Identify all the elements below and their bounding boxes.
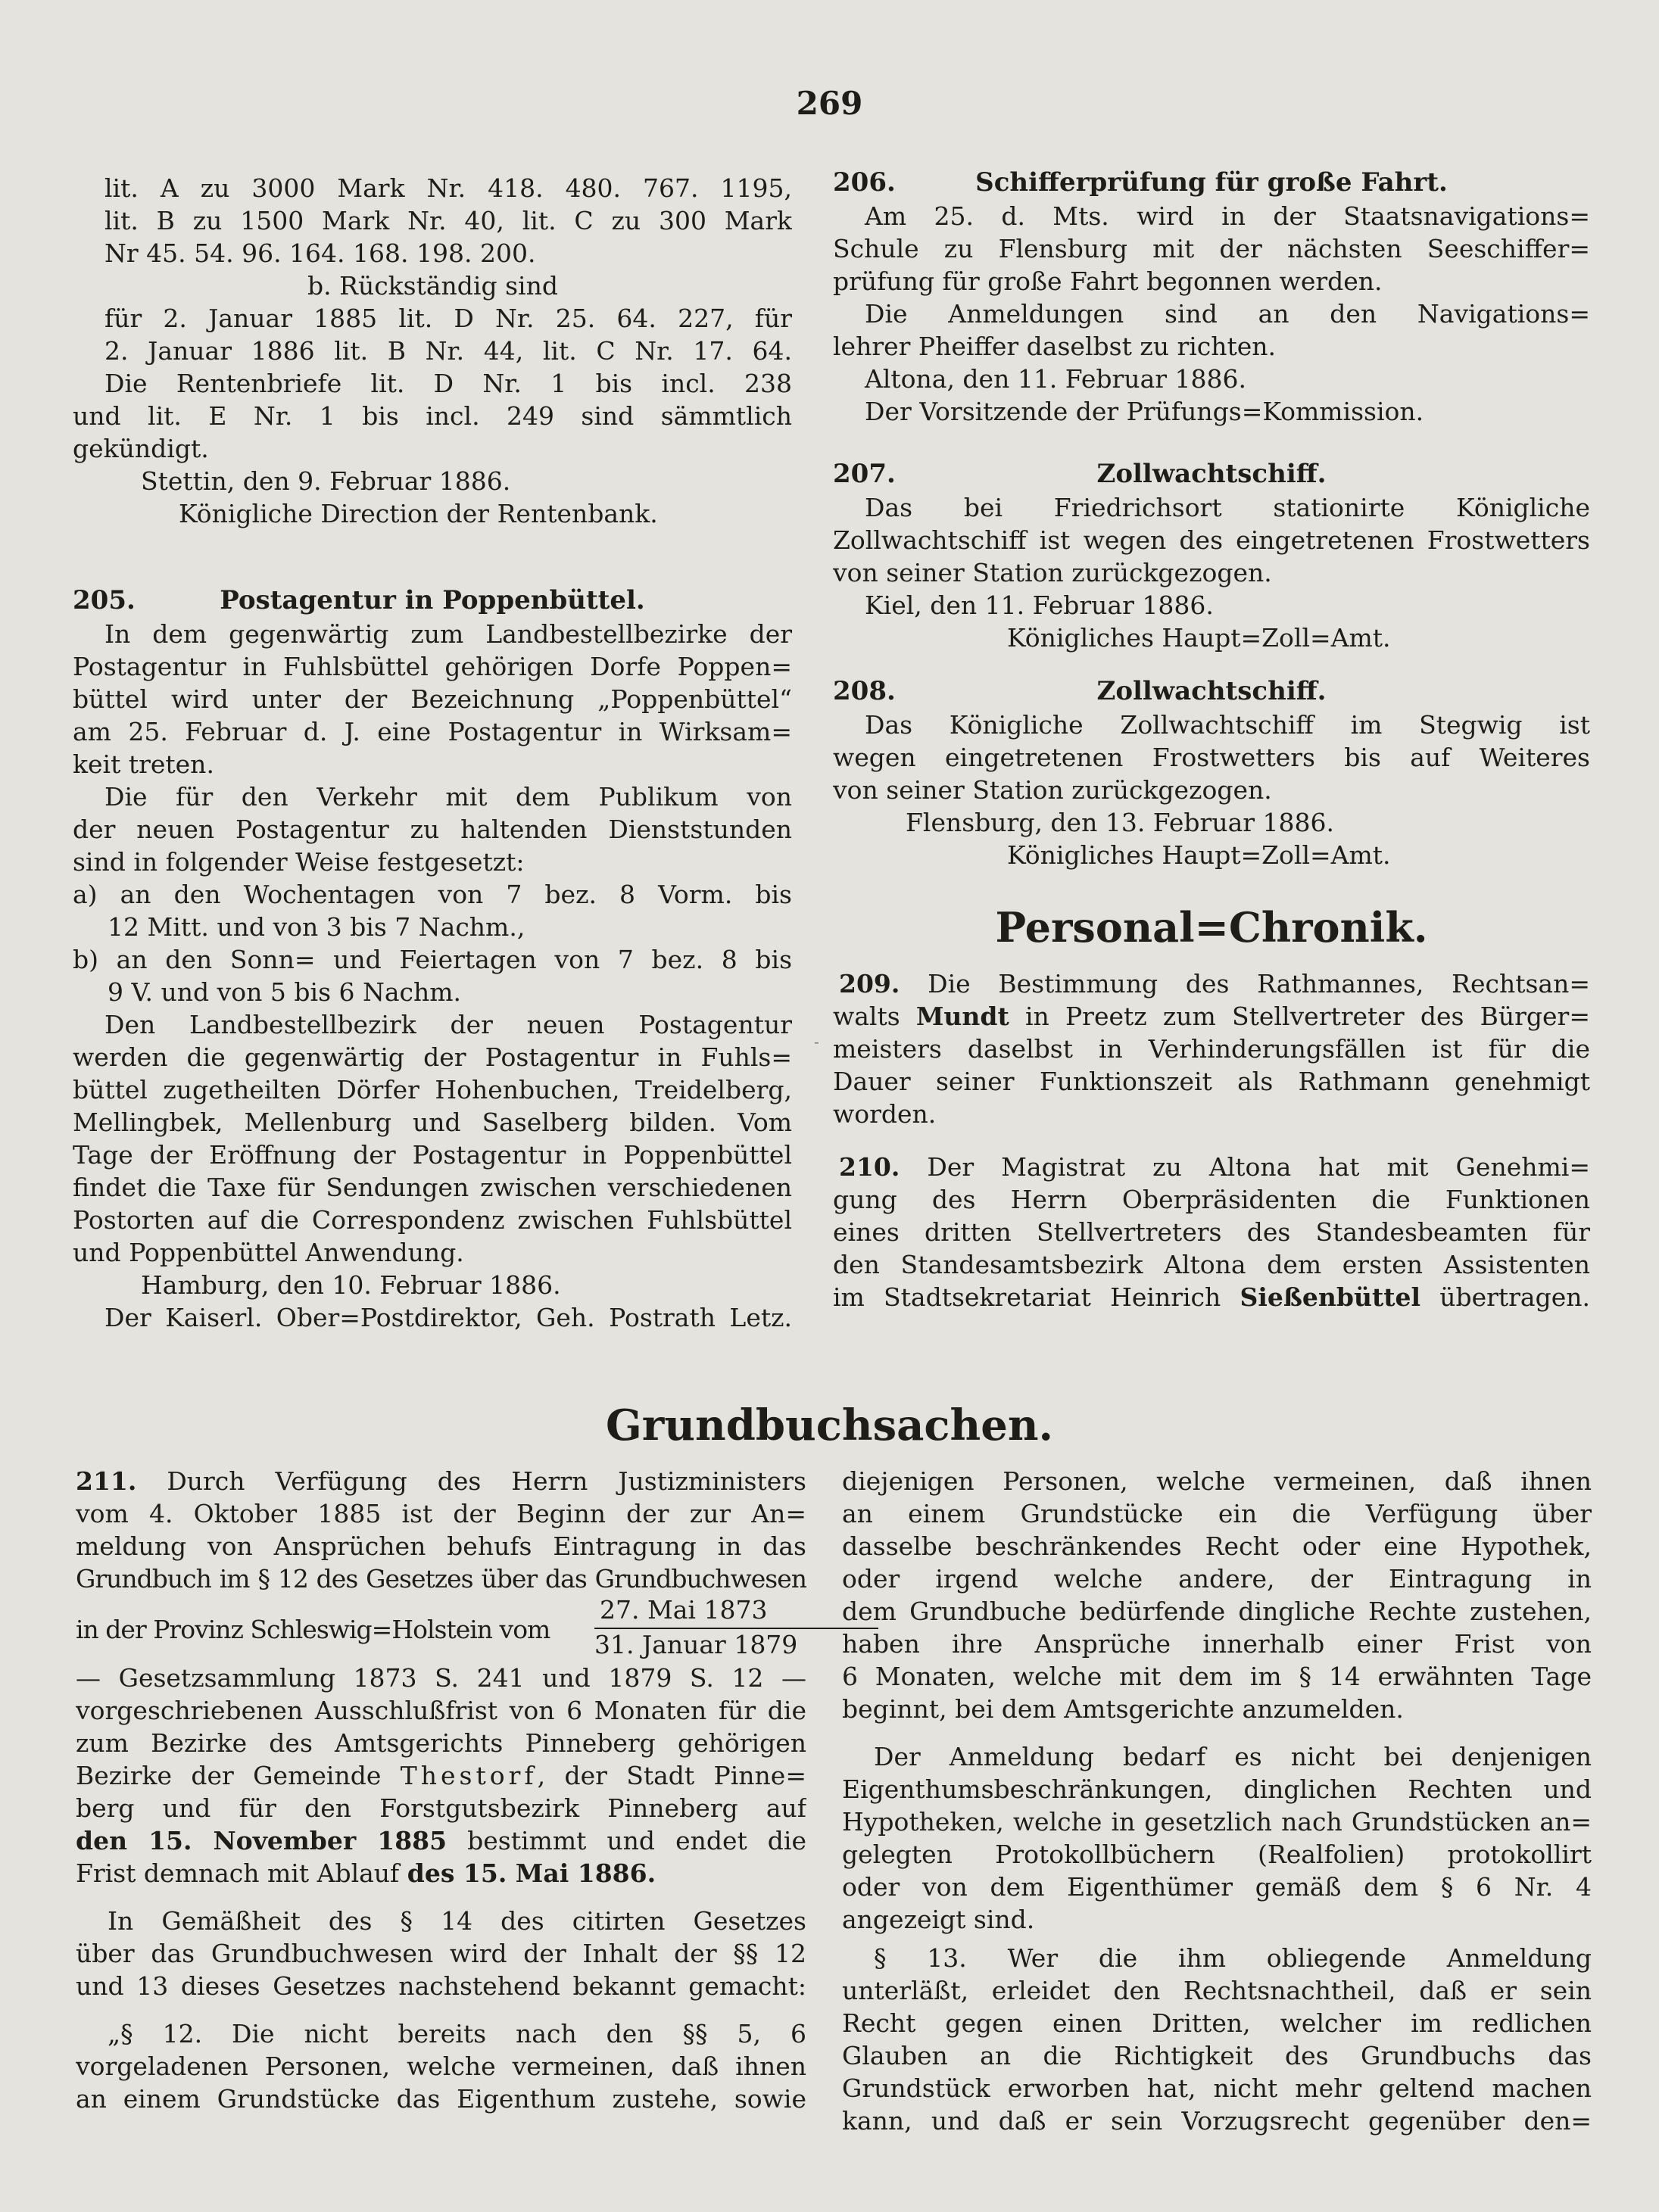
text-line: eines dritten Stellvertreters des Standesbeamten für [833,1217,1590,1247]
text-line: „§ 12. Die nicht bereits nach den §§ 5, 6 [108,2019,806,2048]
text-line: der neuen Postagentur zu haltenden Dienststunden [73,815,792,844]
section-title: Postagentur in Poppenbüttel. [220,585,645,615]
text-line: oder irgend welche andere, der Eintragung in [842,1564,1592,1594]
text-span: im Stadtsekretariat Heinrich [833,1282,1221,1312]
text-line: keit treten. [73,749,214,779]
text-span: , der Stadt Pinne= [537,1761,806,1790]
text-line: worden. [833,1099,937,1129]
section-number: 210. [839,1152,900,1182]
text-line: vorgeladenen Personen, welche vermeinen, daß ihnen [76,2052,806,2081]
text-line: Königliches Haupt=Zoll=Amt. [1007,623,1391,653]
text-span: in der Provinz Schleswig=Holstein vom [76,1615,550,1644]
section-208 [833,674,1590,871]
text-line: meisters daselbst in Verhinderungsfällen ist für die [833,1034,1590,1064]
text-line: von seiner Station zurückgezogen. [833,775,1272,805]
text-line: Zollwachtschiff ist wegen des eingetretenen Frostwetters [833,525,1590,555]
text-line: werden die gegenwärtig der Postagentur in Fuhls= [73,1042,792,1072]
text-line: prüfung für große Fahrt begonnen werden. [833,266,1383,296]
text-line: Mellingbek, Mellenburg und Saselberg bilden. Vom [73,1108,792,1137]
section-number: 205. [73,585,136,615]
section-number: 211. [76,1466,137,1496]
text-line: Königliche Direction der Rentenbank. [179,499,658,528]
section-title: Zollwachtschiff. [1096,459,1327,489]
text-line: angezeigt sind. [842,1905,1035,1934]
text-line: an einem Grundstücke das Eigenthum zustehe, sowie [76,2084,806,2114]
text-line: Flensburg, den 13. Februar 1886. [906,808,1334,837]
text-line: Am 25. d. Mts. wird in der Staatsnavigations= [865,201,1590,231]
text-line: Glauben an die Richtigkeit des Grundbuchs das [842,2041,1592,2070]
text-line: Grundbuch im § 12 des Gesetzes über das Grundbuchwesen [76,1564,806,1594]
text-line: Eigenthumsbeschränkungen, dinglichen Rechten und [842,1774,1592,1804]
text-line [76,1465,806,1497]
text-line: — Gesetzsammlung 1873 S. 241 und 1879 S. 12 — [76,1663,806,1693]
fraction-bar [594,1628,878,1629]
text-line: Altona, den 11. Februar 1886. [865,364,1246,394]
section-209 [833,967,1590,1130]
text-line: zum Bezirke des Amtsgerichts Pinneberg gehörigen [76,1728,806,1758]
date-fraction-row [76,1595,806,1662]
text-line: Nr 45. 54. 96. 164. 168. 198. 200. [104,238,536,268]
text-line: von seiner Station zurückgezogen. [833,558,1272,587]
text-span: Bezirke der Gemeinde [76,1761,382,1790]
text-line: b. Rückständig sind [307,271,558,301]
text-span: übertragen. [1439,1282,1590,1312]
section-number: 209. [839,969,900,999]
date-bold: des 15. Mai 1886. [407,1858,656,1888]
text-line: Der Vorsitzende der Prüfungs=Kommission. [865,397,1424,426]
text-line: oder von dem Eigenthümer gemäß dem § 6 Nr. 4 [842,1872,1592,1902]
text-line: diejenigen Personen, welche vermeinen, daß ihnen [842,1466,1592,1496]
section-205 [73,583,792,1334]
text-span: bestimmt und endet die [467,1826,806,1855]
text-line: lit. B zu 1500 Mark Nr. 40, lit. C zu 300 Mark [104,206,792,235]
text-line: gung des Herrn Oberpräsidenten die Funktionen [833,1185,1590,1214]
text-line: Tage der Eröffnung der Postagentur in Poppenbüttel [73,1140,792,1170]
text-line: büttel zugetheilten Dörfer Hohenbuchen, Treidelberg, [73,1075,792,1104]
text-span: Die Bestimmung des Rathmannes, Rechtsan= [928,969,1590,999]
text-line [833,1151,1590,1183]
text-line: Postorten auf die Correspondenz zwischen Fuhlsbüttel [73,1205,792,1235]
text-span: walts [833,1002,900,1031]
text-line: Grundstück erworben hat, nicht mehr geltend machen [842,2073,1592,2103]
text-line: Recht gegen einen Dritten, welcher im redlichen [842,2008,1592,2038]
text-line: Königliches Haupt=Zoll=Amt. [1007,840,1391,870]
section-211-continued [842,1465,1592,2137]
section-heading [833,674,1590,709]
text-line [833,967,1590,1000]
text-line [76,1857,806,1890]
text-line: gekündigt. [73,434,209,463]
text-line: gelegten Protokollbüchern (Realfolien) protokollirt [842,1840,1592,1869]
text-line: lit. A zu 3000 Mark Nr. 418. 480. 767. 1195, [104,173,792,203]
fraction-numerator: 27. Mai 1873 [600,1595,768,1625]
text-line: Hamburg, den 10. Februar 1886. [141,1270,561,1300]
text-line: und lit. E Nr. 1 bis incl. 249 sind sämmtlich [73,401,792,431]
text-line: an einem Grundstücke ein die Verfügung über [842,1499,1592,1528]
text-line: Den Landbestellbezirk der neuen Postagentur [104,1010,792,1039]
text-line: 6 Monaten, welche mit dem im § 14 erwähnten Tage [842,1662,1592,1691]
text-span: in Preetz zum Stellvertreter des Bürger= [1024,1002,1590,1031]
section-211 [76,1465,806,2115]
personal-chronik-heading: Personal=Chronik. [995,903,1428,952]
text-line: beginnt, bei dem Amtsgerichte anzumelden. [842,1694,1404,1724]
page-number: 269 [796,85,863,122]
section-206 [833,165,1590,428]
text-line: unterläßt, erleidet den Rechtsnachtheil, daß er sein [842,1976,1592,2005]
text-line: und 13 dieses Gesetzes nachstehend bekannt gemacht: [76,1971,806,2001]
text-line: Stettin, den 9. Februar 1886. [141,466,511,496]
text-line [833,1281,1590,1313]
text-line: vom 4. Oktober 1885 ist der Beginn der zur An= [76,1499,806,1528]
text-line: Postagentur in Fuhlsbüttel gehörigen Dorfe Poppen= [73,652,792,681]
text-line: 2. Januar 1886 lit. B Nr. 44, lit. C Nr. 17. 64. [104,336,792,366]
text-line: dasselbe beschränkendes Recht oder eine Hypothek, [842,1531,1592,1561]
text-line: über das Grundbuchwesen wird der Inhalt der §§ 12 [76,1939,806,1968]
margin-mark: - [814,1033,819,1051]
text-line: Der Anmeldung bedarf es nicht bei denjenigen [874,1742,1592,1771]
section-210 [833,1151,1590,1313]
section-heading [833,456,1590,491]
grundbuchsachen-heading: Grundbuchsachen. [605,1400,1054,1450]
section-number: 208. [833,676,896,706]
text-line: den Standesamtsbezirk Altona dem ersten Assistenten [833,1250,1590,1279]
text-line: Das bei Friedrichsort stationirte Königliche [865,493,1590,522]
text-line: Die für den Verkehr mit dem Publikum von [104,782,792,812]
text-line: meldung von Ansprüchen behufs Eintragung in das [76,1531,806,1561]
text-line [76,1759,806,1792]
text-line: Kiel, den 11. Februar 1886. [865,590,1214,620]
section-heading [833,165,1590,200]
section-heading [73,583,792,618]
text-line: für 2. Januar 1885 lit. D Nr. 25. 64. 227, für [104,304,792,333]
text-line: Der Kaiserl. Ober=Postdirektor, Geh. Postrath Letz. [104,1303,792,1332]
text-line [833,1000,1590,1033]
section-207 [833,456,1590,654]
section-number: 206. [833,167,896,198]
text-line: kann, und daß er sein Vorzugsrecht gegenüber den= [842,2106,1592,2136]
place-spaced: Thestorf [400,1761,538,1790]
text-line: b) an den Sonn= und Feiertagen von 7 bez. 8 bis [73,945,792,974]
text-line: büttel wird unter der Bezeichnung „Poppenbüttel“ [73,684,792,714]
text-line: lehrer Pheiffer daselbst zu richten. [833,332,1277,361]
name-bold: Sießenbüttel [1240,1282,1420,1312]
text-span: Frist demnach mit Ablauf [76,1858,400,1888]
text-line: a) an den Wochentagen von 7 bez. 8 Vorm. bis [73,880,792,909]
date-bold: den 15. November 1885 [76,1826,447,1855]
text-line: am 25. Februar d. J. eine Postagentur in Wirksam= [73,717,792,746]
text-line: findet die Taxe für Sendungen zwischen verschiedenen [73,1173,792,1202]
section-title: Zollwachtschiff. [1096,676,1327,706]
text-line: vorgeschriebenen Ausschlußfrist von 6 Monaten für die [76,1696,806,1725]
text-line: Schule zu Flensburg mit der nächsten Seeschiffer= [833,234,1590,263]
text-line: Dauer seiner Funktionszeit als Rathmann genehmigt [833,1067,1590,1096]
section-number: 207. [833,459,896,489]
text-line [76,1824,806,1857]
text-line: dem Grundbuche bedürfende dingliche Rechte zustehen, [842,1597,1592,1626]
text-line: Das Königliche Zollwachtschiff im Stegwig ist [865,710,1590,740]
text-line: Die Anmeldungen sind an den Navigations= [865,299,1590,329]
text-line: berg und für den Forstgutsbezirk Pinneberg auf [76,1793,806,1823]
text-line: 9 V. und von 5 bis 6 Nachm. [108,977,462,1007]
left-top-block [73,172,792,530]
text-line: sind in folgender Weise festgesetzt: [73,847,525,877]
text-line: wegen eingetretenen Frostwetters bis auf Weiteres [833,743,1590,772]
text-span: Der Magistrat zu Altona hat mit Genehmi= [927,1152,1590,1182]
text-line: In Gemäßheit des § 14 des citirten Gesetzes [108,1906,806,1936]
name-bold: Mundt [915,1002,1009,1031]
text-line: und Poppenbüttel Anwendung. [73,1238,464,1267]
text-line: 12 Mitt. und von 3 bis 7 Nachm., [108,912,525,942]
fraction-denominator: 31. Januar 1879 [594,1630,798,1659]
text-line: Die Rentenbriefe lit. D Nr. 1 bis incl. 238 [104,369,792,398]
text-line: § 13. Wer die ihm obliegende Anmeldung [874,1943,1592,1973]
text-line: haben ihre Ansprüche innerhalb einer Frist von [842,1629,1592,1659]
section-title: Schifferprüfung für große Fahrt. [975,167,1448,198]
text-line: Hypotheken, welche in gesetzlich nach Grundstücken an= [842,1807,1592,1837]
text-line: In dem gegenwärtig zum Landbestellbezirke der [104,619,792,649]
text-span: Durch Verfügung des Herrn Justizministers [167,1466,806,1496]
